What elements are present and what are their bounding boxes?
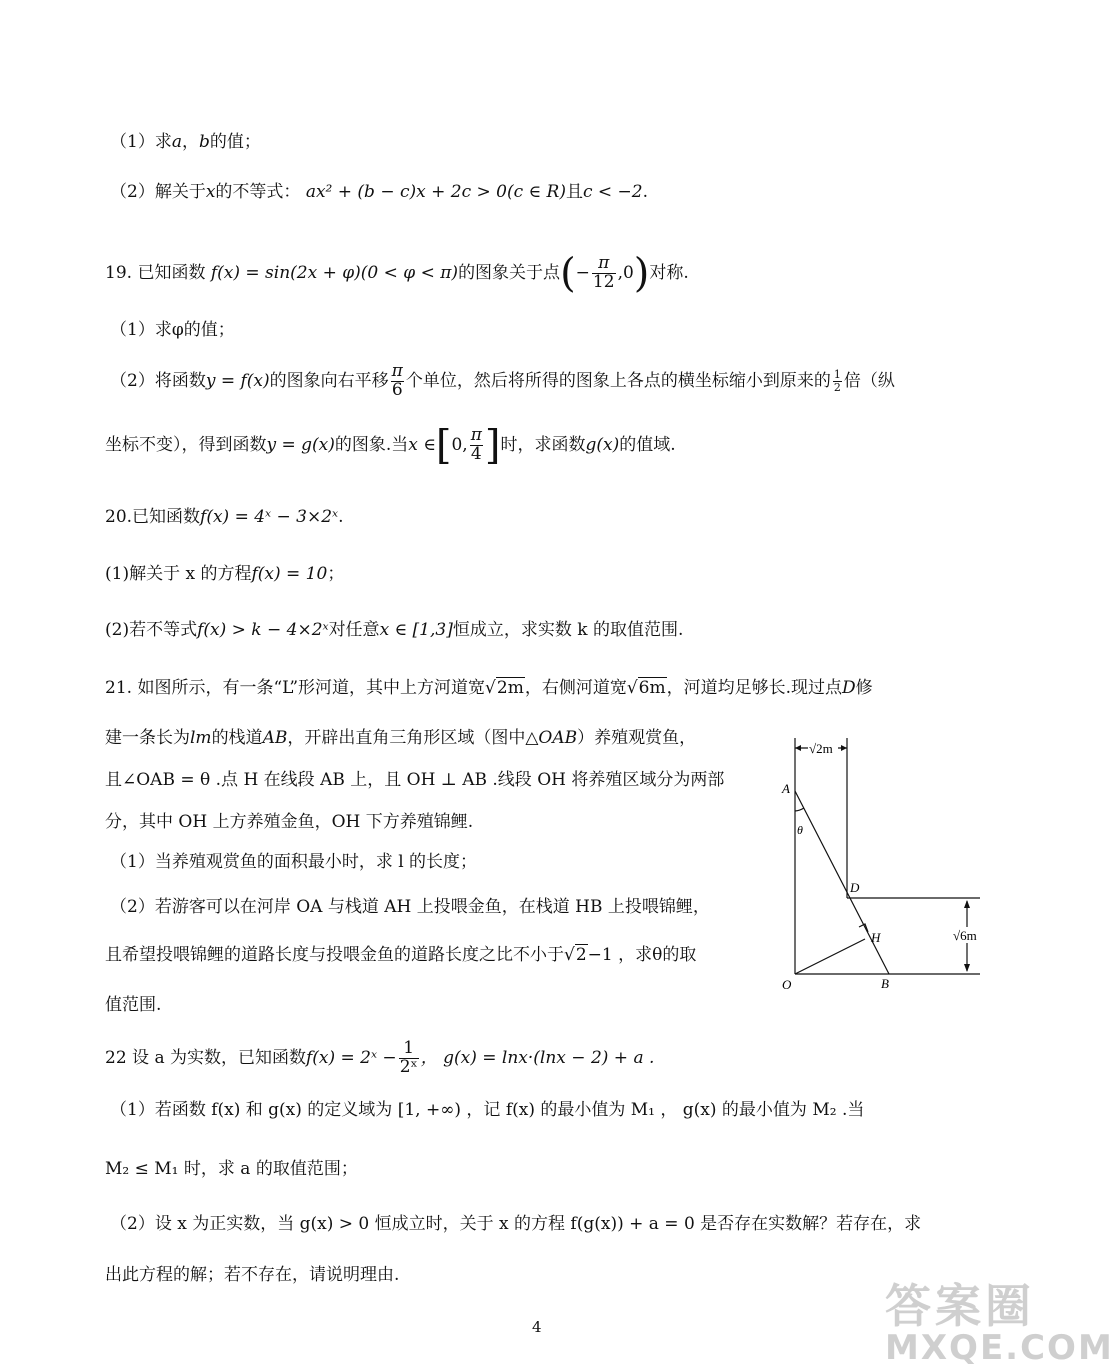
point-a-label: A (782, 781, 790, 796)
q19-part1: （1）求φ的值； (110, 320, 235, 340)
theta-arc (795, 808, 804, 811)
q20-part1: (1)解关于 x 的方程f(x) = 10； (105, 564, 345, 584)
point-h-label: H (871, 930, 881, 945)
theta-label: θ (797, 823, 803, 837)
q22-part2: （2）设 x 为正实数，当 g(x) > 0 恒成立时，关于 x 的方程 f(g(x)) + a = 0 是否存在实数解？若存在，求 (110, 1214, 922, 1234)
point-b-label: B (881, 976, 889, 991)
q22-part1-cont: M₂ ≤ M₁ 时，求 a 的取值范围； (105, 1159, 358, 1179)
q21-figure (775, 736, 985, 994)
point-o-label: O (782, 977, 792, 992)
q18-part2: （2）解关于x的不等式： ax² + (b − c)x + 2c > 0(c ∈ R)且c < −2. (110, 182, 649, 202)
q21-line3: 且∠OAB = θ .点 H 在线段 AB 上，且 OH ⊥ AB .线段 OH 将养殖区域分为两部 (105, 770, 725, 790)
walkway-ab (795, 791, 889, 974)
q20-part2: (2)若不等式f(x) > k − 4×2ˣ对任意x ∈ [1,3]恒成立，求实数 k 的取值范围. (105, 620, 684, 640)
top-width-label: √2m (809, 741, 833, 756)
q22-part1: （1）若函数 f(x) 和 g(x) 的定义域为 [1, +∞) ，记 f(x) 的最小值为 M₁ ， g(x) 的最小值为 M₂ .当 (110, 1100, 865, 1120)
q21-stem: 21. 如图所示，有一条“L”形河道，其中上方河道宽√2m，右侧河道宽√6m，河道均足够长.现过点D修 (105, 678, 873, 698)
page-number: 4 (532, 1318, 542, 1336)
q21-line2: 建一条长为lm的栈道AB，开辟出直角三角形区域（图中△OAB）养殖观赏鱼， (105, 728, 697, 748)
q21-part1: （1）当养殖观赏鱼的面积最小时，求 l 的长度； (110, 852, 478, 872)
q22-stem: 22 设 a 为实数，已知函数f(x) = 2ˣ − $\frac{1}{\text{2ˣ}}$ ， g(x) = lnx·(lnx − 2) + a . (105, 1038, 655, 1077)
q21-part2: （2）若游客可以在河岸 OA 与栈道 AH 上投喂金鱼，在栈道 HB 上投喂锦鲤， (110, 897, 710, 917)
q18-part1: （1）求a，b的值； (110, 132, 261, 152)
q21-part2-end: 值范围. (105, 995, 162, 1015)
q19-part2-cont: 坐标不变），得到函数y = g(x)的图象.当x ∈[0, $\frac{\pi}{4}$ ]时，求函数g(x)的值域. (105, 422, 676, 469)
segment-oh (795, 939, 865, 974)
q21-part2-cont: 且希望投喂锦鲤的道路长度与投喂金鱼的道路长度之比不小于√2−1 ，求θ的取 (105, 945, 697, 965)
right-width-label: √6m (953, 928, 977, 943)
q22-part2-cont: 出此方程的解；若不存在，请说明理由. (105, 1265, 400, 1285)
q21-line4: 分，其中 OH 上方养殖金鱼，OH 下方养殖锦鲤. (105, 812, 474, 832)
point-d-label: D (850, 880, 860, 895)
watermark-logo: 答案圈 MXQE.COM (885, 1279, 1114, 1368)
q19-stem: 19. 已知函数 f(x) = sin(2x + φ)(0 < φ < π)的图象关于点(− $\frac{\pi}{12}$ ,0)对称. (105, 250, 689, 297)
q20-stem: 20.已知函数f(x) = 4ˣ − 3×2ˣ. (105, 507, 344, 527)
q19-part2: （2）将函数y = f(x)的图象向右平移 $\frac{\pi}{6}$ 个单位，然后将所得的图象上各点的横坐标缩小到原来的 $\frac{1}{2}$ 倍（纵 (110, 361, 895, 400)
